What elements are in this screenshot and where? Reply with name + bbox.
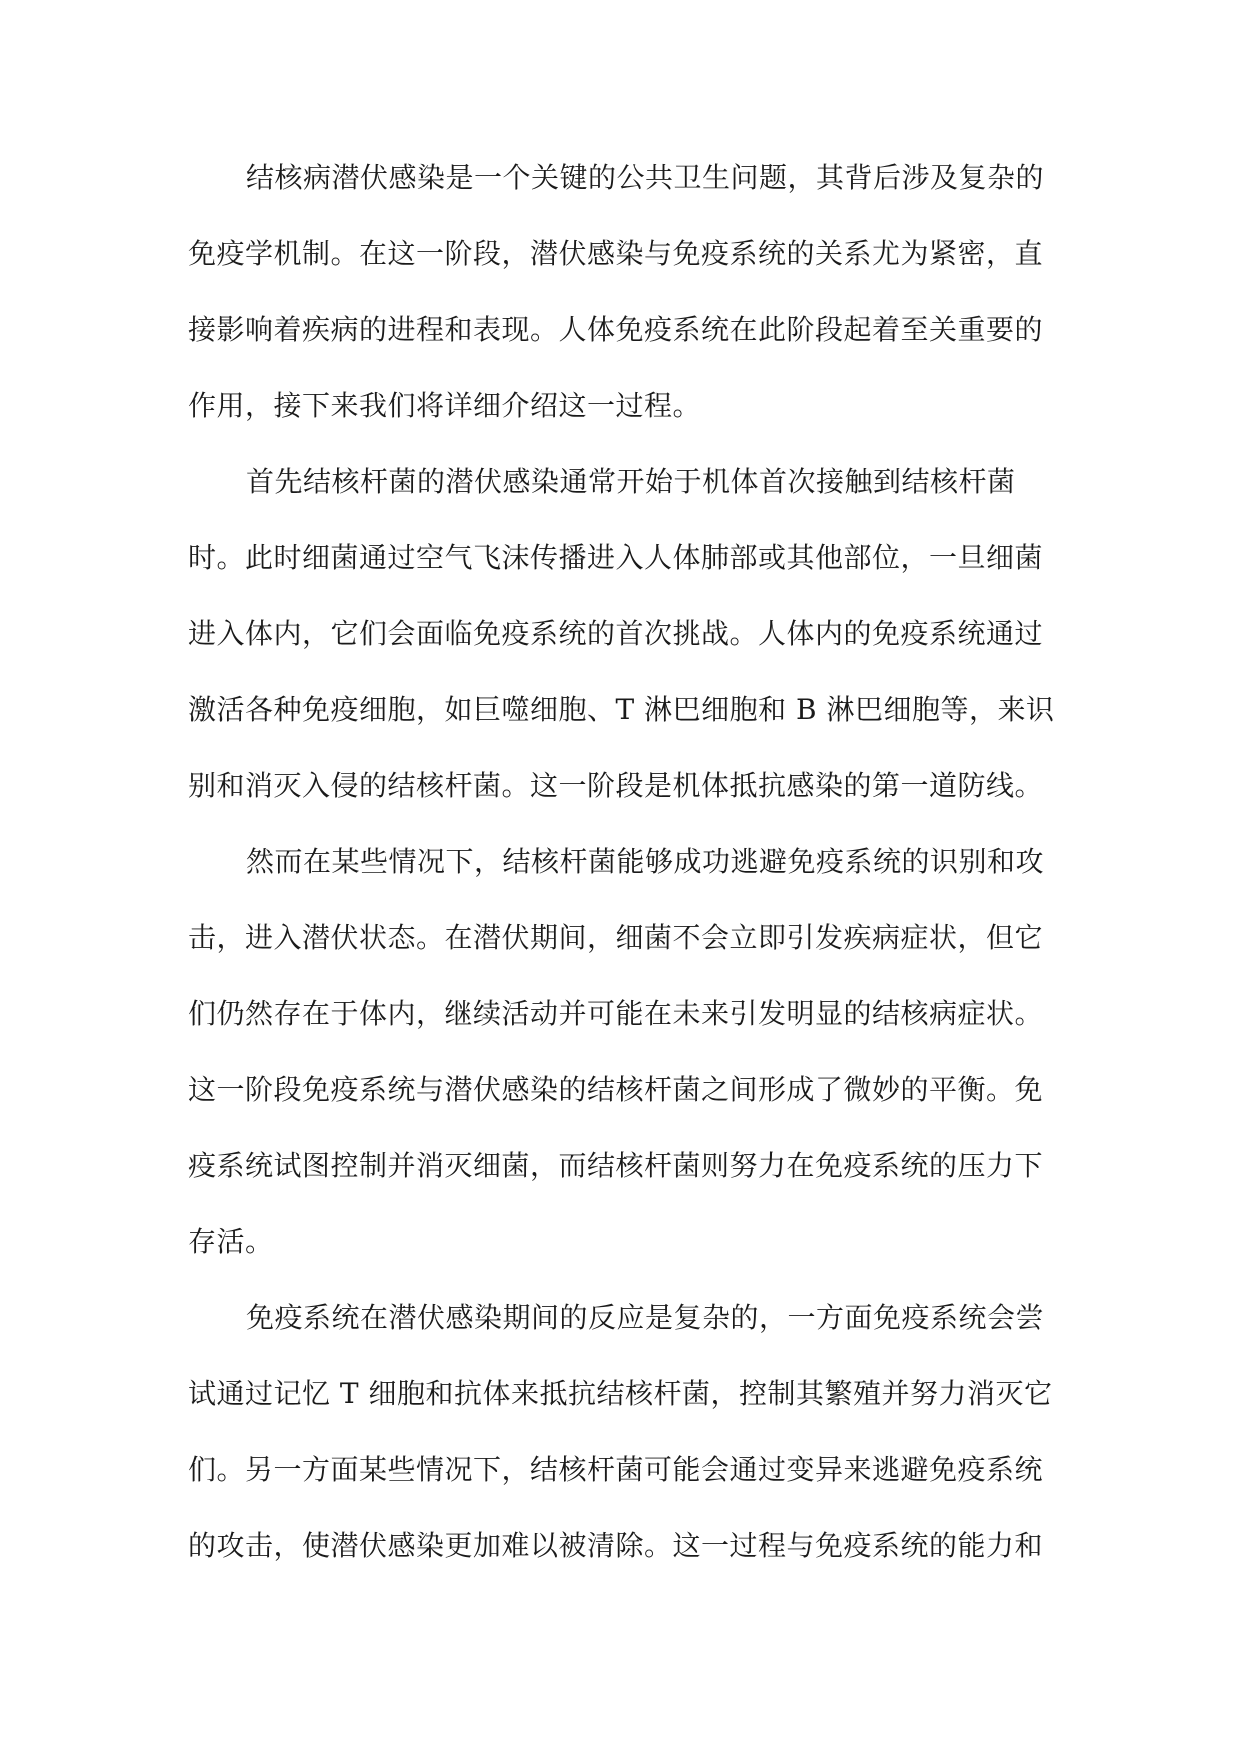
- text-line: 们仍然存在于体内，继续活动并可能在未来引发明显的结核病症状。: [188, 997, 1044, 1030]
- text-line: 的攻击，使潜伏感染更加难以被清除。这一过程与免疫系统的能力和: [188, 1529, 1044, 1562]
- document-body: [188, 140, 1068, 1584]
- text-line: 们。另一方面某些情况下，结核杆菌可能会通过变异来逃避免疫系统: [188, 1453, 1044, 1486]
- text-line: 接影响着疾病的进程和表现。人体免疫系统在此阶段起着至关重要的: [188, 313, 1044, 346]
- text-line: 结核病潜伏感染是一个关键的公共卫生问题，其背后涉及复杂的: [246, 161, 1045, 194]
- text-line: 作用，接下来我们将详细介绍这一过程。: [188, 389, 702, 422]
- text-line: 然而在某些情况下，结核杆菌能够成功逃避免疫系统的识别和攻: [246, 845, 1045, 878]
- text-line: 时。此时细菌通过空气飞沫传播进入人体肺部或其他部位，一旦细菌: [188, 541, 1044, 574]
- paragraph: [188, 1280, 1068, 1584]
- paragraph: [188, 140, 1068, 444]
- text-line: 存活。: [188, 1225, 274, 1258]
- text-line: 疫系统试图控制并消灭细菌，而结核杆菌则努力在免疫系统的压力下: [188, 1149, 1044, 1182]
- text-line: 别和消灭入侵的结核杆菌。这一阶段是机体抵抗感染的第一道防线。: [188, 769, 1044, 802]
- paragraph: [188, 824, 1068, 1280]
- text-line: 进入体内，它们会面临免疫系统的首次挑战。人体内的免疫系统通过: [188, 617, 1044, 650]
- paragraph: [188, 444, 1068, 824]
- text-line: 免疫系统在潜伏感染期间的反应是复杂的，一方面免疫系统会尝: [246, 1301, 1045, 1334]
- text-line: 击，进入潜伏状态。在潜伏期间，细菌不会立即引发疾病症状，但它: [188, 921, 1044, 954]
- text-line: 激活各种免疫细胞，如巨噬细胞、T 淋巴细胞和 B 淋巴细胞等，来识: [188, 693, 1055, 726]
- text-line: 这一阶段免疫系统与潜伏感染的结核杆菌之间形成了微妙的平衡。免: [188, 1073, 1044, 1106]
- text-line: 免疫学机制。在这一阶段，潜伏感染与免疫系统的关系尤为紧密，直: [188, 237, 1044, 270]
- text-line: 首先结核杆菌的潜伏感染通常开始于机体首次接触到结核杆菌: [246, 465, 1016, 498]
- text-line: 试通过记忆 T 细胞和抗体来抵抗结核杆菌，控制其繁殖并努力消灭它: [188, 1377, 1053, 1410]
